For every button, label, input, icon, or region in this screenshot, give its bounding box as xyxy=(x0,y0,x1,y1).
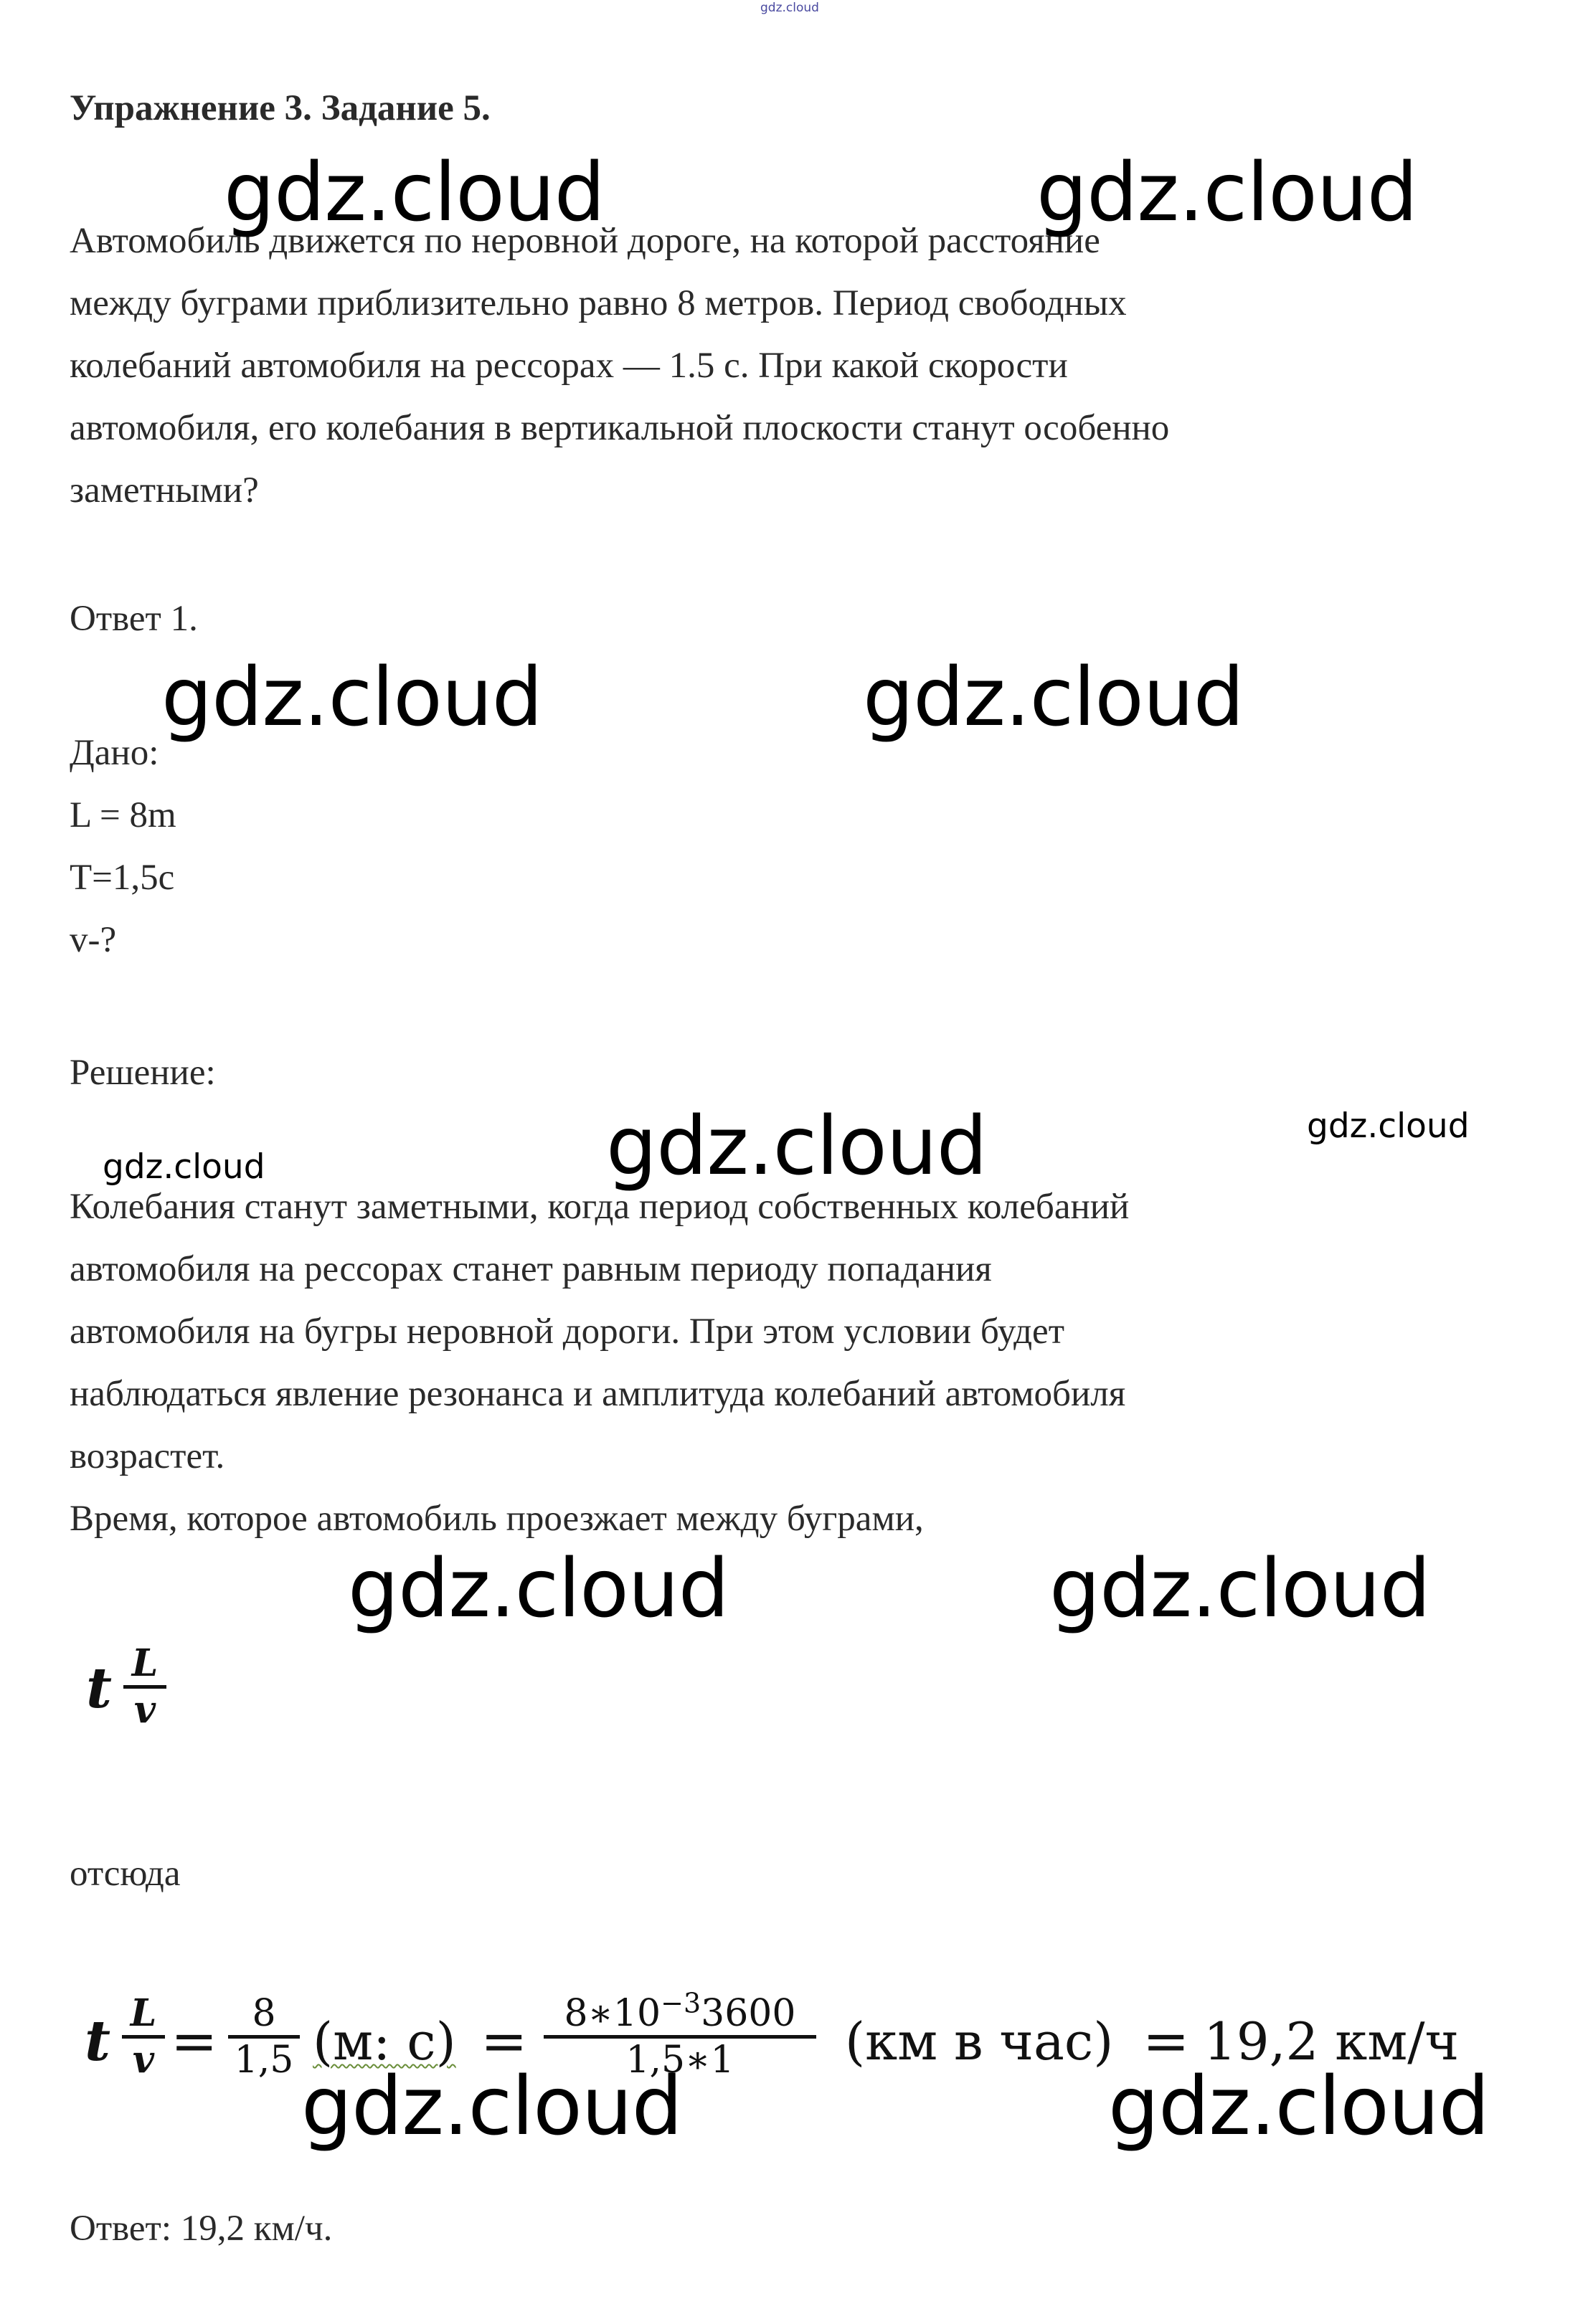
problem-line: Автомобиль движется по неровной дороге, на которой расстояние xyxy=(70,221,1100,261)
solution-line: наблюдаться явление резонанса и амплитуда колебаний автомобиля xyxy=(70,1374,1126,1414)
solution-line: возрастет. xyxy=(70,1436,225,1476)
watermark: gdz.cloud xyxy=(1108,2060,1489,2153)
watermark: gdz.cloud xyxy=(301,2060,682,2153)
given-block xyxy=(70,722,1432,972)
solution-line: Время, которое автомобиль проезжает между буграми, xyxy=(70,1499,924,1539)
problem-statement xyxy=(70,210,1432,522)
fraction xyxy=(123,1642,166,1732)
given-item: L = 8m xyxy=(70,795,176,835)
final-answer: Ответ: 19,2 км/ч. xyxy=(70,2209,333,2249)
solution-line: автомобиля на бугры неровной дороги. При этом условии будет xyxy=(70,1312,1064,1352)
equals-sign: = xyxy=(481,2009,528,2074)
fraction-denominator: v xyxy=(133,1688,156,1732)
watermark: gdz.cloud xyxy=(103,1147,265,1187)
fraction-numerator: 8 xyxy=(252,1992,276,2035)
problem-line: автомобиля, его колебания в вертикальной плоскости станут особенно xyxy=(70,408,1170,448)
formula-lhs: t xyxy=(86,1656,113,1721)
header-watermark: gdz.cloud xyxy=(760,1,819,15)
fraction-numerator: L xyxy=(131,1641,159,1685)
given-heading: Дано: xyxy=(70,733,159,773)
given-item: v-? xyxy=(70,920,117,960)
exercise-title: Упражнение 3. Задание 5. xyxy=(70,88,491,128)
units-text: (м: с) xyxy=(313,2011,456,2072)
units-km-per-hour: (км в час) xyxy=(845,2011,1114,2072)
fraction-denominator: 1,5 xyxy=(234,2039,294,2082)
problem-line: между буграми приблизительно равно 8 метров. Период свободных xyxy=(70,283,1127,323)
solution-heading: Решение: xyxy=(70,1053,216,1093)
solution-text xyxy=(70,1176,1432,1550)
fraction-numerator: L xyxy=(130,1991,157,2035)
numerator-exponent: −3 xyxy=(661,1987,701,2019)
solution-line: автомобиля на рессорах станет равным периоду попадания xyxy=(70,1249,992,1289)
watermark: gdz.cloud xyxy=(1036,146,1417,239)
answer-heading: Ответ 1. xyxy=(70,599,198,639)
fraction-8-over-1-5 xyxy=(228,1992,300,2082)
fraction-numerator xyxy=(544,1987,816,2035)
watermark: gdz.cloud xyxy=(1049,1542,1430,1636)
formula-time xyxy=(86,1642,172,1757)
equals-sign: = xyxy=(171,2009,218,2074)
watermark: gdz.cloud xyxy=(1307,1106,1470,1146)
watermark: gdz.cloud xyxy=(161,651,542,744)
watermark: gdz.cloud xyxy=(863,651,1244,744)
watermark: gdz.cloud xyxy=(606,1100,987,1193)
hence-word: отсюда xyxy=(70,1854,181,1894)
given-item: T=1,5c xyxy=(70,858,175,898)
numerator-tail: 3600 xyxy=(701,1992,796,2035)
solution-line: Колебания станут заметными, когда период собственных колебаний xyxy=(70,1187,1130,1227)
formula2-lhs: t xyxy=(85,2008,111,2074)
watermark: gdz.cloud xyxy=(224,146,605,239)
fraction-denominator: v xyxy=(132,2038,155,2082)
watermark: gdz.cloud xyxy=(348,1542,729,1636)
fraction-l-over-v xyxy=(122,1992,165,2082)
problem-line: колебаний автомобиля на рессорах — 1.5 с. При какой скорости xyxy=(70,346,1068,386)
equals-sign: = xyxy=(1143,2009,1190,2074)
fraction-denominator: 1,5∗1 xyxy=(625,2039,734,2082)
numerator-base: 8∗10 xyxy=(564,1992,661,2035)
result-value: 19,2 км/ч xyxy=(1204,2011,1460,2072)
problem-line: заметными? xyxy=(70,470,259,511)
